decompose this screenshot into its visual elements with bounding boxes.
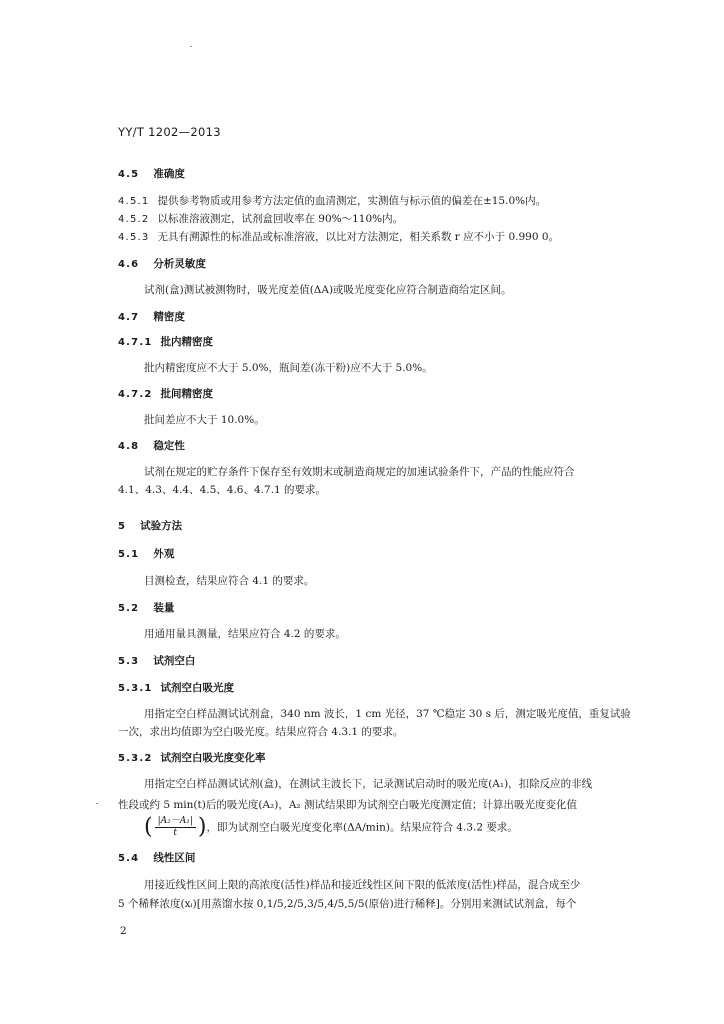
clause-number: 5.1 [118, 549, 140, 560]
line-text: 精密度 [153, 311, 185, 323]
line-text: 试验方法 [140, 520, 183, 532]
section-heading [118, 655, 195, 668]
section-heading [118, 548, 174, 561]
body-line [144, 778, 592, 791]
scan-speck [190, 46, 192, 47]
clause-number: 5 [118, 521, 127, 532]
line-text: 用接近线性区间上限的高浓度(活性)样品和接近线性区间下限的低浓度(活性)样品，混合成至少 [144, 879, 581, 891]
line-text: ，即为试剂空白吸光度变化率(ΔA/min)。结果应符合 4.3.2 要求。 [206, 821, 518, 834]
fraction-numerator: |A₂－A₁| [155, 816, 196, 828]
absorbance-change-fraction [155, 816, 196, 839]
line-text: 试剂空白吸光度 [160, 682, 234, 694]
body-line [144, 708, 631, 721]
body-line [144, 284, 512, 297]
line-text: 提供参考物质或用参考方法定值的血清测定，实测值与标示值的偏差在±15.0%内。 [157, 195, 547, 207]
body-line [144, 628, 346, 641]
body-line [118, 195, 546, 208]
line-text: 试剂空白吸光度变化率 [160, 752, 266, 764]
section-heading [118, 852, 195, 865]
line-text: 批间精密度 [160, 388, 213, 400]
section-heading [118, 520, 182, 533]
clause-number: 4.5.3 [118, 232, 150, 243]
section-heading [118, 388, 213, 401]
clause-number: 4.5.1 [118, 196, 150, 207]
line-text: 以标准溶液测定，试剂盒回收率在 90%～110%内。 [157, 213, 404, 225]
clause-number: 5.3 [118, 656, 140, 667]
clause-number: 5.2 [118, 603, 140, 614]
body-line [118, 898, 576, 911]
clause-number: 4.5.2 [118, 214, 150, 225]
line-text: 批内精密度应不大于 5.0%，瓶间差(冻干粉)应不大于 5.0%。 [144, 362, 433, 374]
page-number: 2 [120, 925, 127, 937]
body-line [144, 575, 314, 588]
line-text: 4.1、4.3、4.4、4.5、4.6、4.7.1 的要求。 [118, 484, 327, 496]
clause-number: 4.5 [118, 169, 140, 180]
section-heading [118, 336, 213, 349]
body-line [144, 816, 518, 839]
body-line [118, 484, 326, 497]
body-line [144, 466, 575, 479]
body-line [118, 799, 577, 812]
body-line [144, 362, 433, 375]
clause-number: 4.7.1 [118, 337, 153, 348]
line-text: 无具有溯源性的标准品或标准溶液，以比对方法测定，相关系数 r 应不小于 0.990 0。 [157, 231, 560, 243]
line-text: 试剂在规定的贮存条件下保存至有效期末或制造商规定的加速试验条件下，产品的性能应符合 [144, 466, 575, 478]
line-text: 试剂(盒)测试被测物时，吸光度差值(ΔA)或吸光度变化应符合制造商给定区间。 [144, 284, 512, 296]
line-text: 装量 [153, 602, 175, 614]
line-text: 5 个稀释浓度(xᵢ)[用蒸馏水按 0,1/5,2/5,3/5,4/5,5/5(原倍)进行稀释]。分别用来测试试剂盒，每个 [118, 898, 577, 910]
body-line [118, 726, 403, 739]
line-text: 准确度 [153, 168, 185, 180]
section-heading [118, 602, 174, 615]
section-heading [118, 311, 185, 324]
section-heading [118, 168, 185, 181]
scan-speck [96, 803, 98, 804]
clause-number: 5.4 [118, 853, 140, 864]
body-line [118, 231, 559, 244]
line-text: 用通用量具测量，结果应符合 4.2 的要求。 [144, 628, 346, 640]
line-text: 性段或约 5 min(t)后的吸光度(A₂)，A₂ 测试结果即为试剂空白吸光度测定值；计算出吸光度变化值 [118, 799, 577, 811]
standard-code-header: YY/T 1202—2013 [118, 125, 221, 139]
right-paren: ) [197, 814, 207, 840]
line-text: 用指定空白样品测试试剂盒，340 nm 波长，1 cm 光径，37 ℃稳定 30 s 后，测定吸光度值，重复试验 [144, 708, 631, 720]
line-text: 目测检查，结果应符合 4.1 的要求。 [144, 575, 315, 587]
section-heading [118, 440, 185, 453]
line-text: 稳定性 [153, 440, 185, 452]
line-text: 批内精密度 [160, 336, 213, 348]
line-text: 分析灵敏度 [153, 258, 206, 270]
line-text: 试剂空白 [153, 655, 196, 667]
clause-number: 4.7 [118, 312, 140, 323]
line-text: 用指定空白样品测试试剂(盒)，在测试主波长下，记录测试启动时的吸光度(A₁)，扣除反应的非线 [144, 778, 593, 790]
body-line [144, 879, 580, 892]
clause-number: 4.6 [118, 259, 140, 270]
clause-number: 4.7.2 [118, 389, 153, 400]
clause-number: 5.3.2 [118, 753, 153, 764]
fraction-denominator: t [173, 828, 178, 838]
line-text: 一次，求出均值即为空白吸光度。结果应符合 4.3.1 的要求。 [118, 726, 404, 738]
left-paren: ( [144, 814, 153, 840]
clause-number: 5.3.1 [118, 683, 153, 694]
line-text: 外观 [153, 548, 175, 560]
line-text: 线性区间 [153, 852, 196, 864]
section-heading [118, 752, 265, 765]
clause-number: 4.8 [118, 441, 140, 452]
line-text: 批间差应不大于 10.0%。 [144, 414, 265, 426]
body-line [118, 213, 403, 226]
section-heading [118, 258, 206, 271]
body-line [144, 414, 265, 427]
section-heading [118, 682, 234, 695]
